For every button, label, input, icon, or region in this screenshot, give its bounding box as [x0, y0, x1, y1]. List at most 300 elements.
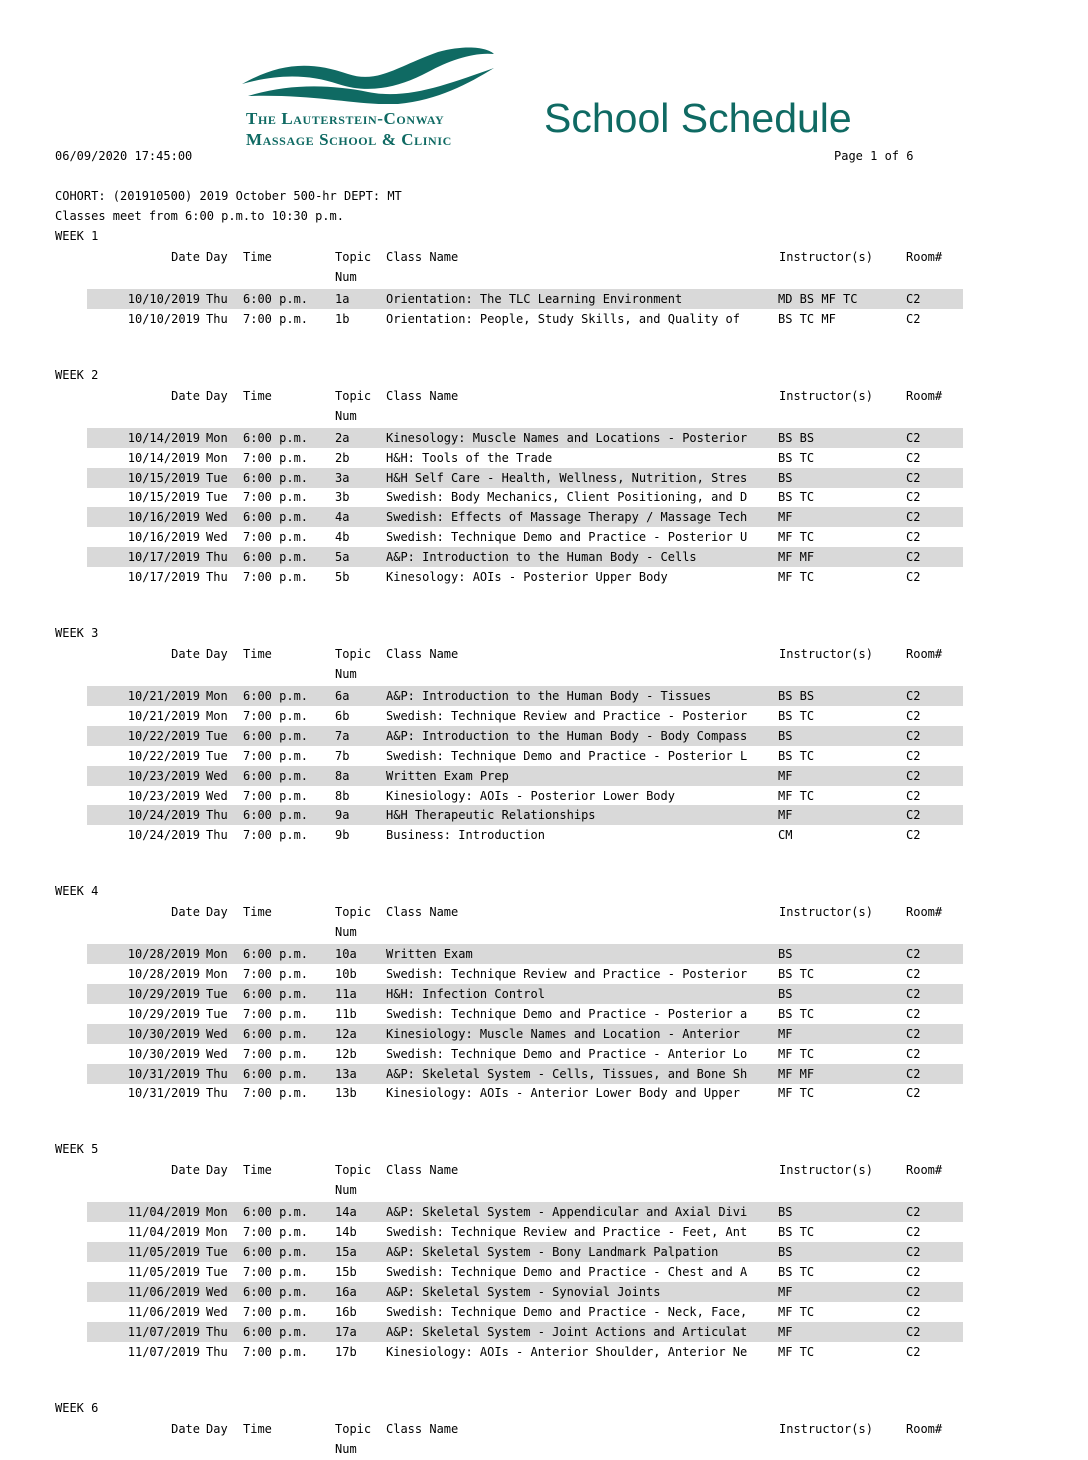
- instructors-cell: MF TC: [778, 1304, 815, 1319]
- time-cell: 7:00 p.m.: [243, 708, 309, 723]
- time-cell: 7:00 p.m.: [243, 450, 309, 465]
- date-cell: 10/24/2019: [127, 808, 200, 823]
- day-cell: Tue: [206, 728, 228, 743]
- class-name-cell: A&P: Skeletal System - Cells, Tissues, and Bone Sh: [386, 1066, 748, 1081]
- day-cell: Mon: [206, 689, 228, 703]
- page-title: School Schedule: [544, 95, 852, 141]
- instructors-cell: BS TC: [778, 1265, 815, 1280]
- instructors-cell: CM: [778, 828, 793, 843]
- topic-num-cell: 10a: [335, 947, 357, 962]
- room-cell: C2: [906, 1046, 921, 1061]
- class-name-cell: Swedish: Technique Review and Practice - Feet, Ant: [386, 1225, 748, 1240]
- room-cell: C2: [906, 1026, 921, 1041]
- table-row: [87, 1342, 963, 1362]
- class-name-cell: Orientation: The TLC Learning Environment: [386, 292, 683, 306]
- table-header: [0, 903, 1088, 943]
- week-label: WEEK 2: [55, 367, 99, 382]
- topic-num-cell: 9a: [335, 808, 350, 823]
- time-cell: 6:00 p.m.: [243, 1245, 309, 1260]
- time-cell: 7:00 p.m.: [243, 570, 309, 585]
- time-cell: 6:00 p.m.: [243, 1284, 309, 1299]
- class-name-cell: Business: Introduction: [386, 828, 545, 843]
- table-row: [87, 726, 963, 746]
- date-cell: 10/30/2019: [127, 1026, 200, 1041]
- day-header: Day: [206, 905, 228, 920]
- table-row: [87, 1282, 963, 1302]
- instructors-cell: MD BS MF TC: [778, 292, 858, 306]
- date-cell: 10/23/2019: [127, 788, 200, 803]
- topic-num-cell: 11b: [335, 1006, 357, 1021]
- topic-num-cell: 3a: [335, 470, 350, 485]
- topic-num-cell: 13a: [335, 1066, 357, 1081]
- room-cell: C2: [906, 728, 921, 743]
- instructors-cell: MF: [778, 1324, 793, 1339]
- room-cell: C2: [906, 1225, 921, 1240]
- topic-header: Topic: [335, 250, 372, 264]
- week-label: WEEK 3: [55, 626, 99, 640]
- day-cell: Thu: [206, 311, 228, 326]
- date-cell: 10/14/2019: [127, 430, 200, 445]
- room-cell: C2: [906, 748, 921, 763]
- table-row: [87, 1322, 963, 1342]
- day-cell: Mon: [206, 430, 228, 445]
- topic-num-cell: 14b: [335, 1225, 357, 1240]
- day-cell: Tue: [206, 1265, 228, 1280]
- room-cell: C2: [906, 550, 921, 565]
- topic-num-cell: 5a: [335, 550, 350, 565]
- instructors-cell: BS BS: [778, 689, 815, 703]
- topic-num-cell: 4b: [335, 530, 350, 545]
- topic-num-cell: 8a: [335, 768, 350, 783]
- page-number: Page 1 of 6: [834, 149, 914, 163]
- wave-logo-icon: [238, 44, 498, 104]
- table-row: [87, 1202, 963, 1222]
- date-cell: 10/21/2019: [127, 708, 200, 723]
- class-name-cell: Kinesology: AOIs - Posterior Upper Body: [386, 570, 668, 585]
- school-logo: [238, 44, 498, 150]
- room-cell: C2: [906, 1284, 921, 1299]
- date-cell: 10/31/2019: [127, 1066, 200, 1081]
- table-row: [87, 448, 963, 468]
- instructors-cell: MF: [778, 1026, 793, 1041]
- class-name-cell: A&P: Skeletal System - Joint Actions and Articulat: [386, 1324, 748, 1339]
- room-cell: C2: [906, 570, 921, 585]
- class-name-cell: Orientation: People, Study Skills, and Quality of: [386, 311, 741, 326]
- table-row: [87, 309, 963, 329]
- time-cell: 7:00 p.m.: [243, 1225, 309, 1240]
- room-header: Room#: [906, 1163, 943, 1178]
- day-cell: Thu: [206, 292, 228, 306]
- date-cell: 11/07/2019: [127, 1344, 200, 1359]
- date-cell: 11/06/2019: [127, 1304, 200, 1319]
- room-cell: C2: [906, 1006, 921, 1021]
- date-cell: 10/17/2019: [127, 550, 200, 565]
- day-cell: Mon: [206, 708, 228, 723]
- table-row: [87, 964, 963, 984]
- time-header: Time: [243, 1163, 272, 1178]
- table-row: [87, 1083, 963, 1103]
- cohort-info: COHORT: (201910500) 2019 October 500-hr DEPT: MT: [55, 189, 402, 203]
- time-cell: 6:00 p.m.: [243, 1066, 309, 1081]
- topic-header: Topic: [335, 647, 372, 661]
- instructors-cell: BS: [778, 728, 793, 743]
- date-cell: 10/17/2019: [127, 570, 200, 585]
- room-header: Room#: [906, 1421, 943, 1436]
- date-cell: 10/22/2019: [127, 748, 200, 763]
- class-name-cell: H&H: Tools of the Trade: [386, 450, 553, 465]
- room-cell: C2: [906, 450, 921, 465]
- day-cell: Wed: [206, 1026, 228, 1041]
- time-cell: 7:00 p.m.: [243, 530, 309, 545]
- class-name-cell: Swedish: Technique Demo and Practice - Chest and A: [386, 1265, 748, 1280]
- date-cell: 10/10/2019: [127, 292, 200, 306]
- time-cell: 6:00 p.m.: [243, 292, 309, 306]
- class-name-cell: Kinesiology: AOIs - Anterior Lower Body and Upper: [386, 1086, 741, 1101]
- table-row: [87, 1302, 963, 1322]
- room-cell: C2: [906, 967, 921, 982]
- table-row: [87, 507, 963, 527]
- time-cell: 6:00 p.m.: [243, 728, 309, 743]
- day-cell: Thu: [206, 808, 228, 823]
- time-header: Time: [243, 250, 272, 264]
- class-name-cell: A&P: Skeletal System - Bony Landmark Palpation: [386, 1245, 719, 1260]
- day-cell: Wed: [206, 1304, 228, 1319]
- day-cell: Mon: [206, 450, 228, 465]
- table-row: [87, 1024, 963, 1044]
- instructors-cell: BS: [778, 1245, 793, 1260]
- topic-num-cell: 13b: [335, 1086, 357, 1101]
- table-row: [87, 746, 963, 766]
- date-cell: 11/04/2019: [127, 1225, 200, 1240]
- table-row: [87, 706, 963, 726]
- topic-num-cell: 1a: [335, 292, 350, 306]
- class-name-cell: Written Exam Prep: [386, 768, 509, 783]
- table-row: [87, 825, 963, 845]
- topic-num-cell: 2a: [335, 430, 350, 445]
- class-name-cell: A&P: Introduction to the Human Body - Tissues: [386, 689, 712, 703]
- class-name-cell: Written Exam: [386, 947, 473, 962]
- table-row: [87, 1262, 963, 1282]
- date-cell: 10/16/2019: [127, 530, 200, 545]
- instructors-cell: MF: [778, 510, 793, 525]
- class-name-cell: Kinesiology: Muscle Names and Location - Anterior: [386, 1026, 741, 1041]
- time-cell: 6:00 p.m.: [243, 1026, 309, 1041]
- date-header: Date: [171, 388, 200, 403]
- day-cell: Tue: [206, 1006, 228, 1021]
- table-row: [87, 766, 963, 786]
- time-cell: 7:00 p.m.: [243, 490, 309, 505]
- time-cell: 7:00 p.m.: [243, 1304, 309, 1319]
- time-cell: 6:00 p.m.: [243, 550, 309, 565]
- table-header: [0, 1420, 1088, 1460]
- room-cell: C2: [906, 1245, 921, 1260]
- day-cell: Tue: [206, 1245, 228, 1260]
- date-header: Date: [171, 250, 200, 264]
- class-name-cell: H&H: Infection Control: [386, 986, 545, 1001]
- instructors-cell: BS BS: [778, 430, 815, 445]
- topic-num-cell: 12b: [335, 1046, 357, 1061]
- time-cell: 7:00 p.m.: [243, 788, 309, 803]
- instructors-cell: MF: [778, 768, 793, 783]
- instructors-header: Instructor(s): [779, 1421, 873, 1436]
- day-cell: Wed: [206, 1284, 228, 1299]
- topic-num-cell: 9b: [335, 828, 350, 843]
- instructors-cell: BS TC: [778, 748, 815, 763]
- room-cell: C2: [906, 1304, 921, 1319]
- room-cell: C2: [906, 430, 921, 445]
- class-name-header: Class Name: [386, 388, 459, 403]
- time-cell: 6:00 p.m.: [243, 986, 309, 1001]
- topic-num-cell: 5b: [335, 570, 350, 585]
- class-name-cell: Swedish: Effects of Massage Therapy / Massage Tech: [386, 510, 748, 525]
- date-cell: 10/14/2019: [127, 450, 200, 465]
- day-cell: Thu: [206, 828, 228, 843]
- class-name-cell: A&P: Skeletal System - Appendicular and Axial Divi: [386, 1205, 748, 1220]
- class-name-cell: A&P: Skeletal System - Synovial Joints: [386, 1284, 661, 1299]
- class-name-cell: H&H Therapeutic Relationships: [386, 808, 596, 823]
- num-header: Num: [335, 408, 357, 423]
- num-header: Num: [335, 1183, 357, 1198]
- topic-num-cell: 17a: [335, 1324, 357, 1339]
- room-header: Room#: [906, 388, 943, 403]
- class-name-cell: Swedish: Technique Demo and Practice - Posterior U: [386, 530, 748, 545]
- date-header: Date: [171, 647, 200, 661]
- meeting-times: Classes meet from 6:00 p.m.to 10:30 p.m.: [55, 209, 344, 223]
- date-cell: 10/31/2019: [127, 1086, 200, 1101]
- date-cell: 10/15/2019: [127, 470, 200, 485]
- topic-num-cell: 2b: [335, 450, 350, 465]
- time-header: Time: [243, 388, 272, 403]
- time-header: Time: [243, 1421, 272, 1436]
- time-cell: 7:00 p.m.: [243, 1344, 309, 1359]
- room-header: Room#: [906, 250, 943, 264]
- table-row: [87, 805, 963, 825]
- topic-num-cell: 7b: [335, 748, 350, 763]
- topic-num-cell: 8b: [335, 788, 350, 803]
- date-cell: 11/04/2019: [127, 1205, 200, 1220]
- topic-num-cell: 16a: [335, 1284, 357, 1299]
- time-cell: 7:00 p.m.: [243, 311, 309, 326]
- room-cell: C2: [906, 808, 921, 823]
- class-name-cell: Swedish: Body Mechanics, Client Positioning, and D: [386, 490, 748, 505]
- table-row: [87, 1064, 963, 1084]
- logo-text-line2: Massage School & Clinic: [246, 130, 452, 149]
- room-header: Room#: [906, 905, 943, 920]
- instructors-cell: MF TC: [778, 788, 815, 803]
- table-row: [87, 567, 963, 587]
- time-cell: 6:00 p.m.: [243, 1324, 309, 1339]
- instructors-header: Instructor(s): [779, 647, 873, 661]
- topic-num-cell: 3b: [335, 490, 350, 505]
- instructors-cell: MF TC: [778, 1086, 815, 1101]
- table-row: [87, 1222, 963, 1242]
- time-header: Time: [243, 647, 272, 661]
- instructors-cell: MF TC: [778, 1046, 815, 1061]
- day-cell: Thu: [206, 1086, 228, 1101]
- table-row: [87, 289, 963, 309]
- day-header: Day: [206, 1421, 228, 1436]
- room-cell: C2: [906, 828, 921, 843]
- num-header: Num: [335, 270, 357, 284]
- date-cell: 10/10/2019: [127, 311, 200, 326]
- table-header: [0, 1161, 1088, 1201]
- instructors-header: Instructor(s): [779, 905, 873, 920]
- date-header: Date: [171, 905, 200, 920]
- day-header: Day: [206, 250, 228, 264]
- room-cell: C2: [906, 292, 921, 306]
- topic-header: Topic: [335, 1163, 372, 1178]
- topic-num-cell: 14a: [335, 1205, 357, 1220]
- class-name-cell: Kinesology: Muscle Names and Locations - Posterior: [386, 430, 748, 445]
- room-cell: C2: [906, 311, 921, 326]
- topic-num-cell: 16b: [335, 1304, 357, 1319]
- topic-num-cell: 4a: [335, 510, 350, 525]
- topic-num-cell: 6a: [335, 689, 350, 703]
- topic-num-cell: 1b: [335, 311, 350, 326]
- week-label: WEEK 5: [55, 1142, 99, 1157]
- class-name-cell: Swedish: Technique Demo and Practice - Anterior Lo: [386, 1046, 748, 1061]
- date-cell: 10/24/2019: [127, 828, 200, 843]
- table-row: [87, 487, 963, 507]
- time-cell: 7:00 p.m.: [243, 748, 309, 763]
- time-cell: 6:00 p.m.: [243, 510, 309, 525]
- instructors-header: Instructor(s): [779, 250, 873, 264]
- instructors-cell: BS TC: [778, 1006, 815, 1021]
- topic-num-cell: 15b: [335, 1265, 357, 1280]
- date-cell: 10/22/2019: [127, 728, 200, 743]
- room-cell: C2: [906, 788, 921, 803]
- date-cell: 10/30/2019: [127, 1046, 200, 1061]
- instructors-cell: BS: [778, 470, 793, 485]
- day-cell: Tue: [206, 490, 228, 505]
- date-cell: 11/05/2019: [127, 1265, 200, 1280]
- date-header: Date: [171, 1163, 200, 1178]
- class-name-cell: Kinesiology: AOIs - Posterior Lower Body: [386, 788, 675, 803]
- day-cell: Wed: [206, 1046, 228, 1061]
- instructors-cell: BS TC: [778, 490, 815, 505]
- table-row: [87, 428, 963, 448]
- time-cell: 7:00 p.m.: [243, 828, 309, 843]
- date-header: Date: [171, 1421, 200, 1436]
- time-cell: 6:00 p.m.: [243, 808, 309, 823]
- room-cell: C2: [906, 1324, 921, 1339]
- class-name-header: Class Name: [386, 250, 459, 264]
- time-cell: 7:00 p.m.: [243, 1086, 309, 1101]
- date-cell: 10/15/2019: [127, 490, 200, 505]
- instructors-cell: BS TC: [778, 1225, 815, 1240]
- room-cell: C2: [906, 510, 921, 525]
- table-row: [87, 527, 963, 547]
- class-name-header: Class Name: [386, 647, 459, 661]
- topic-num-cell: 15a: [335, 1245, 357, 1260]
- day-cell: Thu: [206, 570, 228, 585]
- class-name-header: Class Name: [386, 1163, 459, 1178]
- instructors-cell: MF MF: [778, 1066, 815, 1081]
- instructors-cell: MF MF: [778, 550, 815, 565]
- room-cell: C2: [906, 490, 921, 505]
- time-cell: 7:00 p.m.: [243, 967, 309, 982]
- instructors-cell: BS: [778, 1205, 793, 1220]
- table-header: [0, 645, 1088, 685]
- room-cell: C2: [906, 530, 921, 545]
- class-name-cell: A&P: Introduction to the Human Body - Cells: [386, 550, 697, 565]
- time-cell: 6:00 p.m.: [243, 947, 309, 962]
- instructors-cell: MF TC: [778, 1344, 815, 1359]
- topic-num-cell: 7a: [335, 728, 350, 743]
- date-cell: 10/16/2019: [127, 510, 200, 525]
- room-cell: C2: [906, 986, 921, 1001]
- date-cell: 10/29/2019: [127, 1006, 200, 1021]
- day-cell: Mon: [206, 947, 228, 962]
- class-name-cell: Swedish: Technique Review and Practice - Posterior: [386, 967, 748, 982]
- printed-timestamp: 06/09/2020 17:45:00: [55, 149, 193, 163]
- room-cell: C2: [906, 1265, 921, 1280]
- day-cell: Thu: [206, 550, 228, 565]
- instructors-cell: MF TC: [778, 570, 815, 585]
- day-header: Day: [206, 647, 228, 661]
- num-header: Num: [335, 1441, 357, 1456]
- class-name-cell: Kinesiology: AOIs - Anterior Shoulder, Anterior Ne: [386, 1344, 748, 1359]
- instructors-header: Instructor(s): [779, 1163, 873, 1178]
- instructors-cell: BS TC MF: [778, 311, 836, 326]
- topic-num-cell: 6b: [335, 708, 350, 723]
- topic-num-cell: 10b: [335, 967, 357, 982]
- day-cell: Mon: [206, 1205, 228, 1220]
- class-name-cell: H&H Self Care - Health, Wellness, Nutrition, Stres: [386, 470, 748, 485]
- topic-num-cell: 12a: [335, 1026, 357, 1041]
- time-cell: 7:00 p.m.: [243, 1265, 309, 1280]
- instructors-cell: BS TC: [778, 708, 815, 723]
- day-cell: Mon: [206, 967, 228, 982]
- week-label: WEEK 4: [55, 884, 99, 899]
- time-cell: 6:00 p.m.: [243, 470, 309, 485]
- topic-header: Topic: [335, 388, 372, 403]
- room-cell: C2: [906, 708, 921, 723]
- room-cell: C2: [906, 947, 921, 962]
- day-cell: Thu: [206, 1066, 228, 1081]
- table-row: [87, 984, 963, 1004]
- logo-text-line1: The Lauterstein-Conway: [246, 109, 445, 128]
- day-header: Day: [206, 388, 228, 403]
- instructors-header: Instructor(s): [779, 388, 873, 403]
- table-row: [87, 547, 963, 567]
- room-cell: C2: [906, 470, 921, 485]
- instructors-cell: MF TC: [778, 530, 815, 545]
- instructors-cell: BS: [778, 947, 793, 962]
- date-cell: 11/06/2019: [127, 1284, 200, 1299]
- table-row: [87, 686, 963, 706]
- class-name-cell: Swedish: Technique Demo and Practice - Neck, Face,: [386, 1304, 748, 1319]
- date-cell: 11/05/2019: [127, 1245, 200, 1260]
- instructors-cell: MF: [778, 808, 793, 823]
- table-row: [87, 786, 963, 806]
- day-cell: Thu: [206, 1324, 228, 1339]
- instructors-cell: BS TC: [778, 450, 815, 465]
- instructors-cell: BS TC: [778, 967, 815, 982]
- num-header: Num: [335, 925, 357, 940]
- date-cell: 11/07/2019: [127, 1324, 200, 1339]
- table-row: [87, 944, 963, 964]
- time-cell: 6:00 p.m.: [243, 1205, 309, 1220]
- day-header: Day: [206, 1163, 228, 1178]
- time-cell: 7:00 p.m.: [243, 1006, 309, 1021]
- table-row: [87, 468, 963, 488]
- table-header: [0, 387, 1088, 427]
- class-name-cell: A&P: Introduction to the Human Body - Body Compass: [386, 728, 748, 743]
- table-header: [0, 248, 1088, 288]
- topic-num-cell: 11a: [335, 986, 357, 1001]
- day-cell: Mon: [206, 1225, 228, 1240]
